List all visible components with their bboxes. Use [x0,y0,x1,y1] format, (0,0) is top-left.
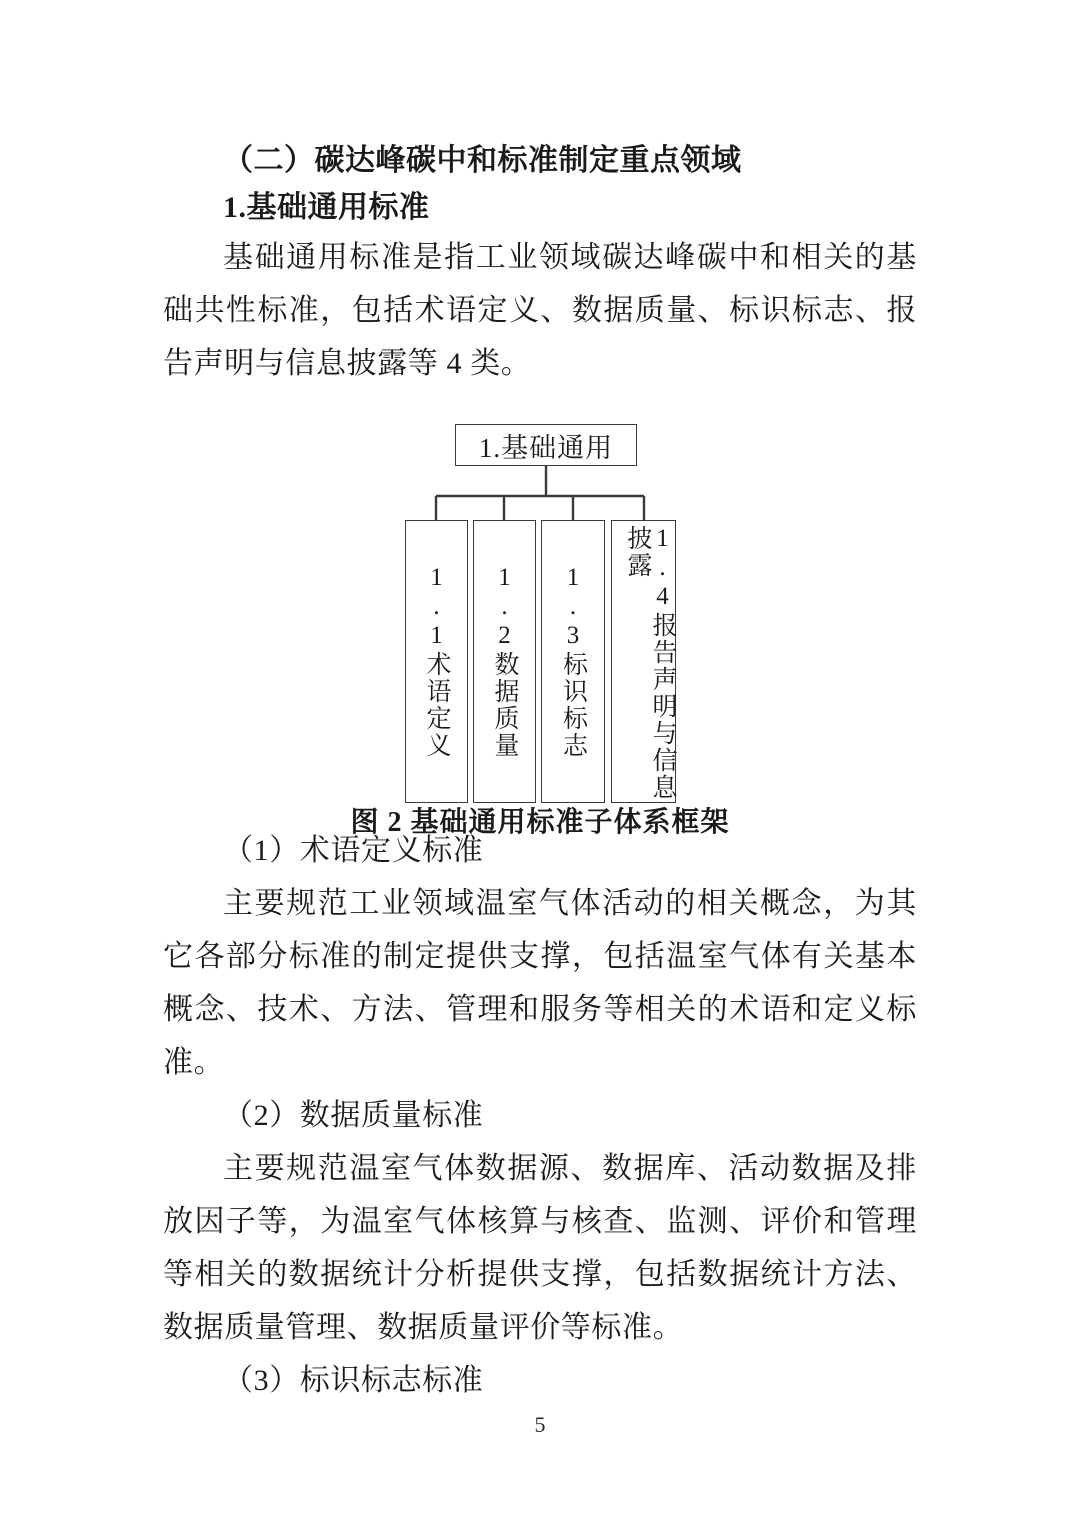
section-heading: （二）碳达峰碳中和标准制定重点领域 [223,144,742,177]
data-quality-paragraph: 主要规范温室气体数据源、数据库、活动数据及排放因子等，为温室气体核算与核查、监测、评价和管理等相关的数据统计分析提供支撑，包括数据统计方法、数据质量管理、数据质量评价等标准。 [163,1152,917,1344]
figure-node-1-2-label: 1.2数据质量 [491,564,518,759]
figure-node-1-3-label: 1.3标识标志 [559,564,587,759]
sub-heading-2: （2）数据质量标准 [223,1099,484,1132]
figure-node-root: 1.基础通用 [455,424,637,466]
sub-heading-1: （1）术语定义标准 [223,834,484,867]
terms-paragraph: 主要规范工业领域温室气体活动的相关概念，为其它各部分标准的制定提供支撑，包括温室气体有关基本概念、技术、方法、管理和服务等相关的术语和定义标准。 [163,887,917,1079]
figure-caption: 图 2 基础通用标准子体系框架 [350,807,730,838]
figure-node-1-2 [473,520,536,803]
intro-paragraph: 基础通用标准是指工业领域碳达峰碳中和相关的基础共性标准，包括术语定义、数据质量、标识标志、报告声明与信息披露等 4 类。 [163,241,917,380]
figure-2 [163,394,917,838]
figure-node-1-3 [541,520,605,803]
page-content [163,0,917,1407]
figure-node-1-1 [405,520,468,803]
page-number: 5 [534,1412,546,1437]
figure-node-1-1-label: 1.1术语定义 [423,564,450,759]
figure-node-1-4-label: 1.4报告声明与信息披露 [624,525,676,801]
sub-heading-3: （3）标识标志标准 [223,1364,484,1397]
subsection-heading: 1.基础通用标准 [223,191,430,224]
figure-node-1-4 [611,520,676,803]
